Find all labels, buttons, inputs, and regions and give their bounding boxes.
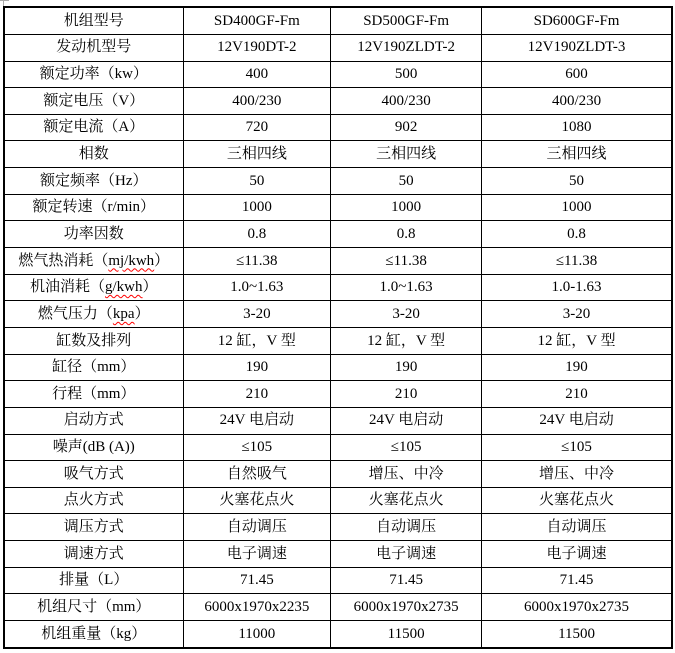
- cell-value: 50: [183, 168, 331, 195]
- table-row: [4, 248, 672, 275]
- cell-value: 1000: [183, 194, 331, 221]
- table-row: [4, 461, 672, 488]
- cell-value: 电子调速: [331, 541, 482, 568]
- cell-value: 12V190DT-2: [183, 34, 331, 61]
- table-row: [4, 434, 672, 461]
- table-row: [4, 274, 672, 301]
- cell-value: 1.0~1.63: [183, 274, 331, 301]
- cell-value: 0.8: [331, 221, 482, 248]
- cell-value: 11000: [183, 620, 331, 648]
- cell-value: 三相四线: [183, 141, 331, 168]
- row-label: 额定转速（r/min）: [4, 194, 183, 221]
- row-label-unit: mj/kwh: [108, 252, 155, 269]
- cell-value: 1000: [331, 194, 482, 221]
- cell-value: 720: [183, 114, 331, 141]
- row-label: 燃气压力（kpa）: [4, 301, 183, 328]
- row-label: 排量（L）: [4, 567, 183, 594]
- table-row: [4, 61, 672, 88]
- cell-value: 12 缸，V 型: [482, 327, 672, 354]
- row-label: 机油消耗（g/kwh）: [4, 274, 183, 301]
- cell-value: SD400GF-Fm: [183, 7, 331, 34]
- spec-table-body: [4, 7, 672, 648]
- cell-value: ≤105: [331, 434, 482, 461]
- cell-value: 自然吸气: [183, 461, 331, 488]
- cell-value: 24V 电启动: [183, 407, 331, 434]
- table-row: [4, 88, 672, 115]
- row-label: 燃气热消耗（mj/kwh）: [4, 248, 183, 275]
- cell-value: ≤105: [482, 434, 672, 461]
- table-row: [4, 7, 672, 34]
- table-row: [4, 301, 672, 328]
- cell-value: 3-20: [331, 301, 482, 328]
- cell-value: 12V190ZLDT-2: [331, 34, 482, 61]
- cell-value: 12 缸，V 型: [331, 327, 482, 354]
- table-row: [4, 168, 672, 195]
- cell-value: 火塞花点火: [183, 487, 331, 514]
- row-label: 缸径（mm）: [4, 354, 183, 381]
- cell-value: 24V 电启动: [482, 407, 672, 434]
- cell-value: ≤105: [183, 434, 331, 461]
- row-label: 点火方式: [4, 487, 183, 514]
- cell-value: 0.8: [482, 221, 672, 248]
- table-row: [4, 354, 672, 381]
- table-row: [4, 327, 672, 354]
- cell-value: 1.0~1.63: [331, 274, 482, 301]
- cell-value: 11500: [482, 620, 672, 648]
- cell-value: 400/230: [331, 88, 482, 115]
- cell-value: 1000: [482, 194, 672, 221]
- cell-value: 400/230: [183, 88, 331, 115]
- row-label: 噪声(dB (A)): [4, 434, 183, 461]
- cell-value: 6000x1970x2735: [331, 594, 482, 621]
- cell-value: 3-20: [482, 301, 672, 328]
- row-label: 调压方式: [4, 514, 183, 541]
- cell-value: 902: [331, 114, 482, 141]
- cell-value: ≤11.38: [482, 248, 672, 275]
- row-label: 发动机型号: [4, 34, 183, 61]
- table-row: [4, 487, 672, 514]
- cell-value: 50: [482, 168, 672, 195]
- cell-value: 190: [331, 354, 482, 381]
- cell-value: 190: [183, 354, 331, 381]
- cell-value: 火塞花点火: [331, 487, 482, 514]
- cell-value: 三相四线: [482, 141, 672, 168]
- cell-value: ≤11.38: [331, 248, 482, 275]
- row-label: 行程（mm）: [4, 381, 183, 408]
- cell-value: 6000x1970x2735: [482, 594, 672, 621]
- cell-value: 增压、中冷: [482, 461, 672, 488]
- cell-value: 210: [482, 381, 672, 408]
- row-label: 额定电流（A）: [4, 114, 183, 141]
- cell-value: 600: [482, 61, 672, 88]
- cell-value: 0.8: [183, 221, 331, 248]
- cell-value: 1080: [482, 114, 672, 141]
- cell-value: 50: [331, 168, 482, 195]
- cell-value: 自动调压: [331, 514, 482, 541]
- table-row: [4, 541, 672, 568]
- row-label-unit: g/kwh: [105, 279, 143, 296]
- table-row: [4, 620, 672, 648]
- table-row: [4, 34, 672, 61]
- cell-value: 三相四线: [331, 141, 482, 168]
- cell-value: 12V190ZLDT-3: [482, 34, 672, 61]
- corner-artifact-horizontal: [0, 0, 9, 1]
- cell-value: 500: [331, 61, 482, 88]
- cell-value: 71.45: [482, 567, 672, 594]
- cell-value: 190: [482, 354, 672, 381]
- row-label: 机组重量（kg）: [4, 620, 183, 648]
- cell-value: SD500GF-Fm: [331, 7, 482, 34]
- cell-value: 6000x1970x2235: [183, 594, 331, 621]
- row-label: 机组型号: [4, 7, 183, 34]
- row-label-unit: kpa: [112, 305, 135, 322]
- row-label: 相数: [4, 141, 183, 168]
- cell-value: 210: [183, 381, 331, 408]
- cell-value: 400: [183, 61, 331, 88]
- cell-value: 3-20: [183, 301, 331, 328]
- row-label: 额定频率（Hz）: [4, 168, 183, 195]
- cell-value: ≤11.38: [183, 248, 331, 275]
- row-label: 功率因数: [4, 221, 183, 248]
- table-row: [4, 221, 672, 248]
- table-row: [4, 514, 672, 541]
- table-row: [4, 381, 672, 408]
- table-row: [4, 114, 672, 141]
- row-label: 额定功率（kw）: [4, 61, 183, 88]
- row-label: 调速方式: [4, 541, 183, 568]
- cell-value: 11500: [331, 620, 482, 648]
- row-label: 缸数及排列: [4, 327, 183, 354]
- cell-value: 电子调速: [482, 541, 672, 568]
- row-label: 启动方式: [4, 407, 183, 434]
- cell-value: 1.0-1.63: [482, 274, 672, 301]
- table-row: [4, 594, 672, 621]
- cell-value: 12 缸，V 型: [183, 327, 331, 354]
- row-label: 机组尺寸（mm）: [4, 594, 183, 621]
- row-label: 吸气方式: [4, 461, 183, 488]
- table-row: [4, 407, 672, 434]
- table-row: [4, 194, 672, 221]
- cell-value: 增压、中冷: [331, 461, 482, 488]
- cell-value: 71.45: [331, 567, 482, 594]
- cell-value: 自动调压: [183, 514, 331, 541]
- cell-value: 电子调速: [183, 541, 331, 568]
- row-label: 额定电压（V）: [4, 88, 183, 115]
- cell-value: 24V 电启动: [331, 407, 482, 434]
- cell-value: SD600GF-Fm: [482, 7, 672, 34]
- table-row: [4, 141, 672, 168]
- cell-value: 71.45: [183, 567, 331, 594]
- table-row: [4, 567, 672, 594]
- spec-table: [3, 6, 673, 649]
- cell-value: 400/230: [482, 88, 672, 115]
- cell-value: 自动调压: [482, 514, 672, 541]
- cell-value: 火塞花点火: [482, 487, 672, 514]
- cell-value: 210: [331, 381, 482, 408]
